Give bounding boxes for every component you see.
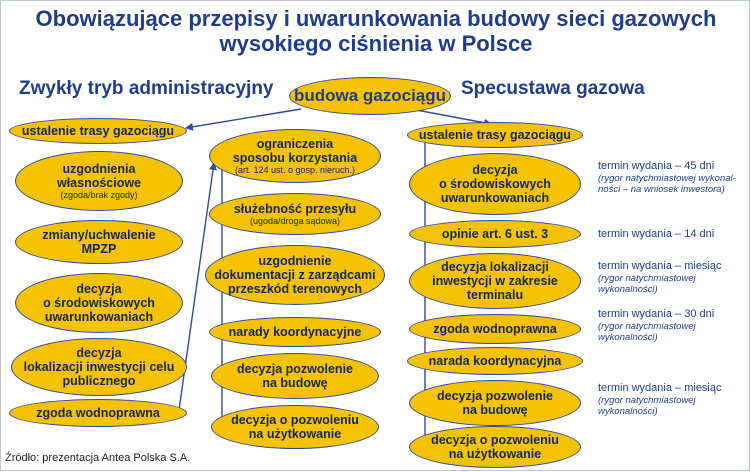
node-right-route-setting bbox=[407, 122, 583, 148]
node-middle-coordination-meetings bbox=[209, 317, 381, 347]
node-middle-use-restrictions bbox=[209, 129, 381, 183]
node-right-occupancy-permit bbox=[409, 426, 581, 468]
node-note: (art. 124 ust. o gosp. nieruch.) bbox=[234, 164, 356, 175]
note-text: termin wydania – 45 dni bbox=[598, 160, 715, 172]
node-label: ograniczenia bbox=[256, 136, 334, 151]
node-label: ustalenie trasy gazociągu bbox=[21, 124, 175, 138]
node-right-opinions-art6 bbox=[409, 220, 581, 248]
node-right-terminal-location-decision bbox=[409, 253, 581, 309]
node-label: uzgodnienia bbox=[62, 161, 136, 176]
node-label: o środowiskowych bbox=[439, 177, 551, 191]
node-label: przeszkód terenowych bbox=[227, 282, 363, 296]
note-subtext: (rygor natychmiastowej wykonal- bbox=[598, 172, 736, 184]
node-label: MPZP bbox=[81, 242, 117, 256]
note-text: termin wydania – 30 dni bbox=[598, 308, 715, 320]
node-label: lokalizacji inwestycji celu bbox=[23, 360, 175, 374]
node-label: sposobu korzystania bbox=[232, 150, 358, 165]
node-left-water-permit bbox=[9, 399, 187, 427]
node-label: uwarunkowaniach bbox=[440, 191, 550, 205]
node-label: decyzja lokalizacji bbox=[441, 260, 549, 274]
note-subtext: (rygor natychmiastowej bbox=[598, 320, 696, 332]
note-text: termin wydania – 14 dni bbox=[598, 228, 715, 240]
node-label: decyzja o pozwoleniu bbox=[231, 413, 359, 427]
note-building-permit-deadline bbox=[598, 382, 722, 418]
node-label: zmiany/uchwalenie bbox=[42, 228, 156, 242]
note-environmental-deadline bbox=[598, 160, 736, 196]
node-label: uwarunkowaniach bbox=[44, 310, 154, 324]
node-label: na budowę bbox=[262, 376, 328, 390]
node-middle-occupancy-permit bbox=[211, 405, 379, 449]
node-label: na użytkowanie bbox=[248, 427, 342, 441]
node-label: służebność przesyłu bbox=[233, 201, 357, 216]
node-left-location-decision bbox=[11, 338, 187, 396]
node-label: dokumentacji z zarządcami bbox=[214, 268, 376, 282]
node-label: decyzja pozwolenie bbox=[436, 389, 553, 403]
node-label: ustalenie trasy gazociągu bbox=[418, 128, 572, 142]
node-left-environmental-decision bbox=[15, 273, 183, 333]
node-middle-building-permit bbox=[211, 353, 379, 399]
note-text: termin wydania – miesiąc bbox=[598, 260, 722, 272]
note-subtext: (rygor natychmiastowej bbox=[598, 394, 696, 406]
note-location-deadline bbox=[598, 260, 722, 296]
node-label: o środowiskowych bbox=[43, 296, 155, 310]
node-label: terminalu bbox=[466, 288, 524, 302]
node-label: uzgodnienie bbox=[258, 254, 332, 268]
note-opinions-deadline bbox=[598, 228, 714, 241]
note-subtext: wykonalności) bbox=[598, 406, 658, 417]
heading-gas-special-act: Specustawa gazowa bbox=[461, 78, 645, 99]
node-right-building-permit bbox=[409, 380, 581, 426]
title-line-1: Obowiązujące przepisy i uwarunkowania budowy sieci gazowych bbox=[35, 6, 717, 31]
node-label: opinie art. 6 ust. 3 bbox=[441, 227, 549, 241]
arrow-center-to-left-route bbox=[186, 109, 301, 128]
node-label: narada koordynacyjna bbox=[428, 354, 562, 368]
node-label: inwestycji w zakresie bbox=[432, 274, 558, 288]
source-caption: Źródło: prezentacja Antea Polska S.A. bbox=[5, 452, 191, 464]
note-subtext: wykonalności) bbox=[598, 284, 658, 295]
note-text: termin wydania – miesiąc bbox=[598, 382, 722, 394]
note-subtext: (rygor natychmiastowej bbox=[598, 272, 696, 284]
node-left-route-setting bbox=[9, 118, 187, 144]
node-label: własnościowe bbox=[56, 175, 142, 190]
note-subtext: ności – na wniosek inwestora) bbox=[598, 184, 725, 195]
node-label: decyzja bbox=[472, 163, 518, 177]
note-water-permit-deadline bbox=[598, 308, 714, 344]
node-middle-documentation-agreement bbox=[205, 245, 385, 305]
node-label: decyzja pozwolenie bbox=[236, 362, 353, 376]
node-label: na budowę bbox=[462, 403, 528, 417]
node-label: publicznego bbox=[62, 374, 136, 388]
node-label: budowa gazociągu bbox=[293, 86, 447, 105]
node-note: (zgoda/brak zgody) bbox=[60, 189, 138, 200]
node-label: zgoda wodnoprawna bbox=[433, 322, 557, 336]
title-line-2: wysokiego ciśnienia w Polsce bbox=[219, 31, 533, 56]
node-middle-transmission-easement bbox=[209, 193, 381, 235]
node-right-water-permit bbox=[409, 314, 581, 344]
node-right-environmental-decision bbox=[409, 153, 581, 215]
node-note: (ugoda/droga sądowa) bbox=[249, 215, 341, 226]
node-label: decyzja bbox=[76, 346, 122, 360]
node-label: zgoda wodnoprawna bbox=[36, 406, 160, 420]
node-right-coordination-meeting bbox=[407, 347, 583, 375]
node-left-ownership-agreements bbox=[15, 151, 183, 211]
node-label: narady koordynacyjne bbox=[228, 325, 362, 339]
node-left-mpzp bbox=[15, 220, 183, 264]
node-label: decyzja o pozwoleniu bbox=[431, 433, 559, 447]
heading-standard-procedure: Zwykły tryb administracyjny bbox=[19, 78, 274, 99]
note-subtext: wykonalności) bbox=[598, 332, 658, 343]
node-label: decyzja bbox=[76, 282, 122, 296]
node-label: na użytkowanie bbox=[448, 447, 542, 461]
node-gas-pipeline-construction bbox=[289, 77, 451, 115]
